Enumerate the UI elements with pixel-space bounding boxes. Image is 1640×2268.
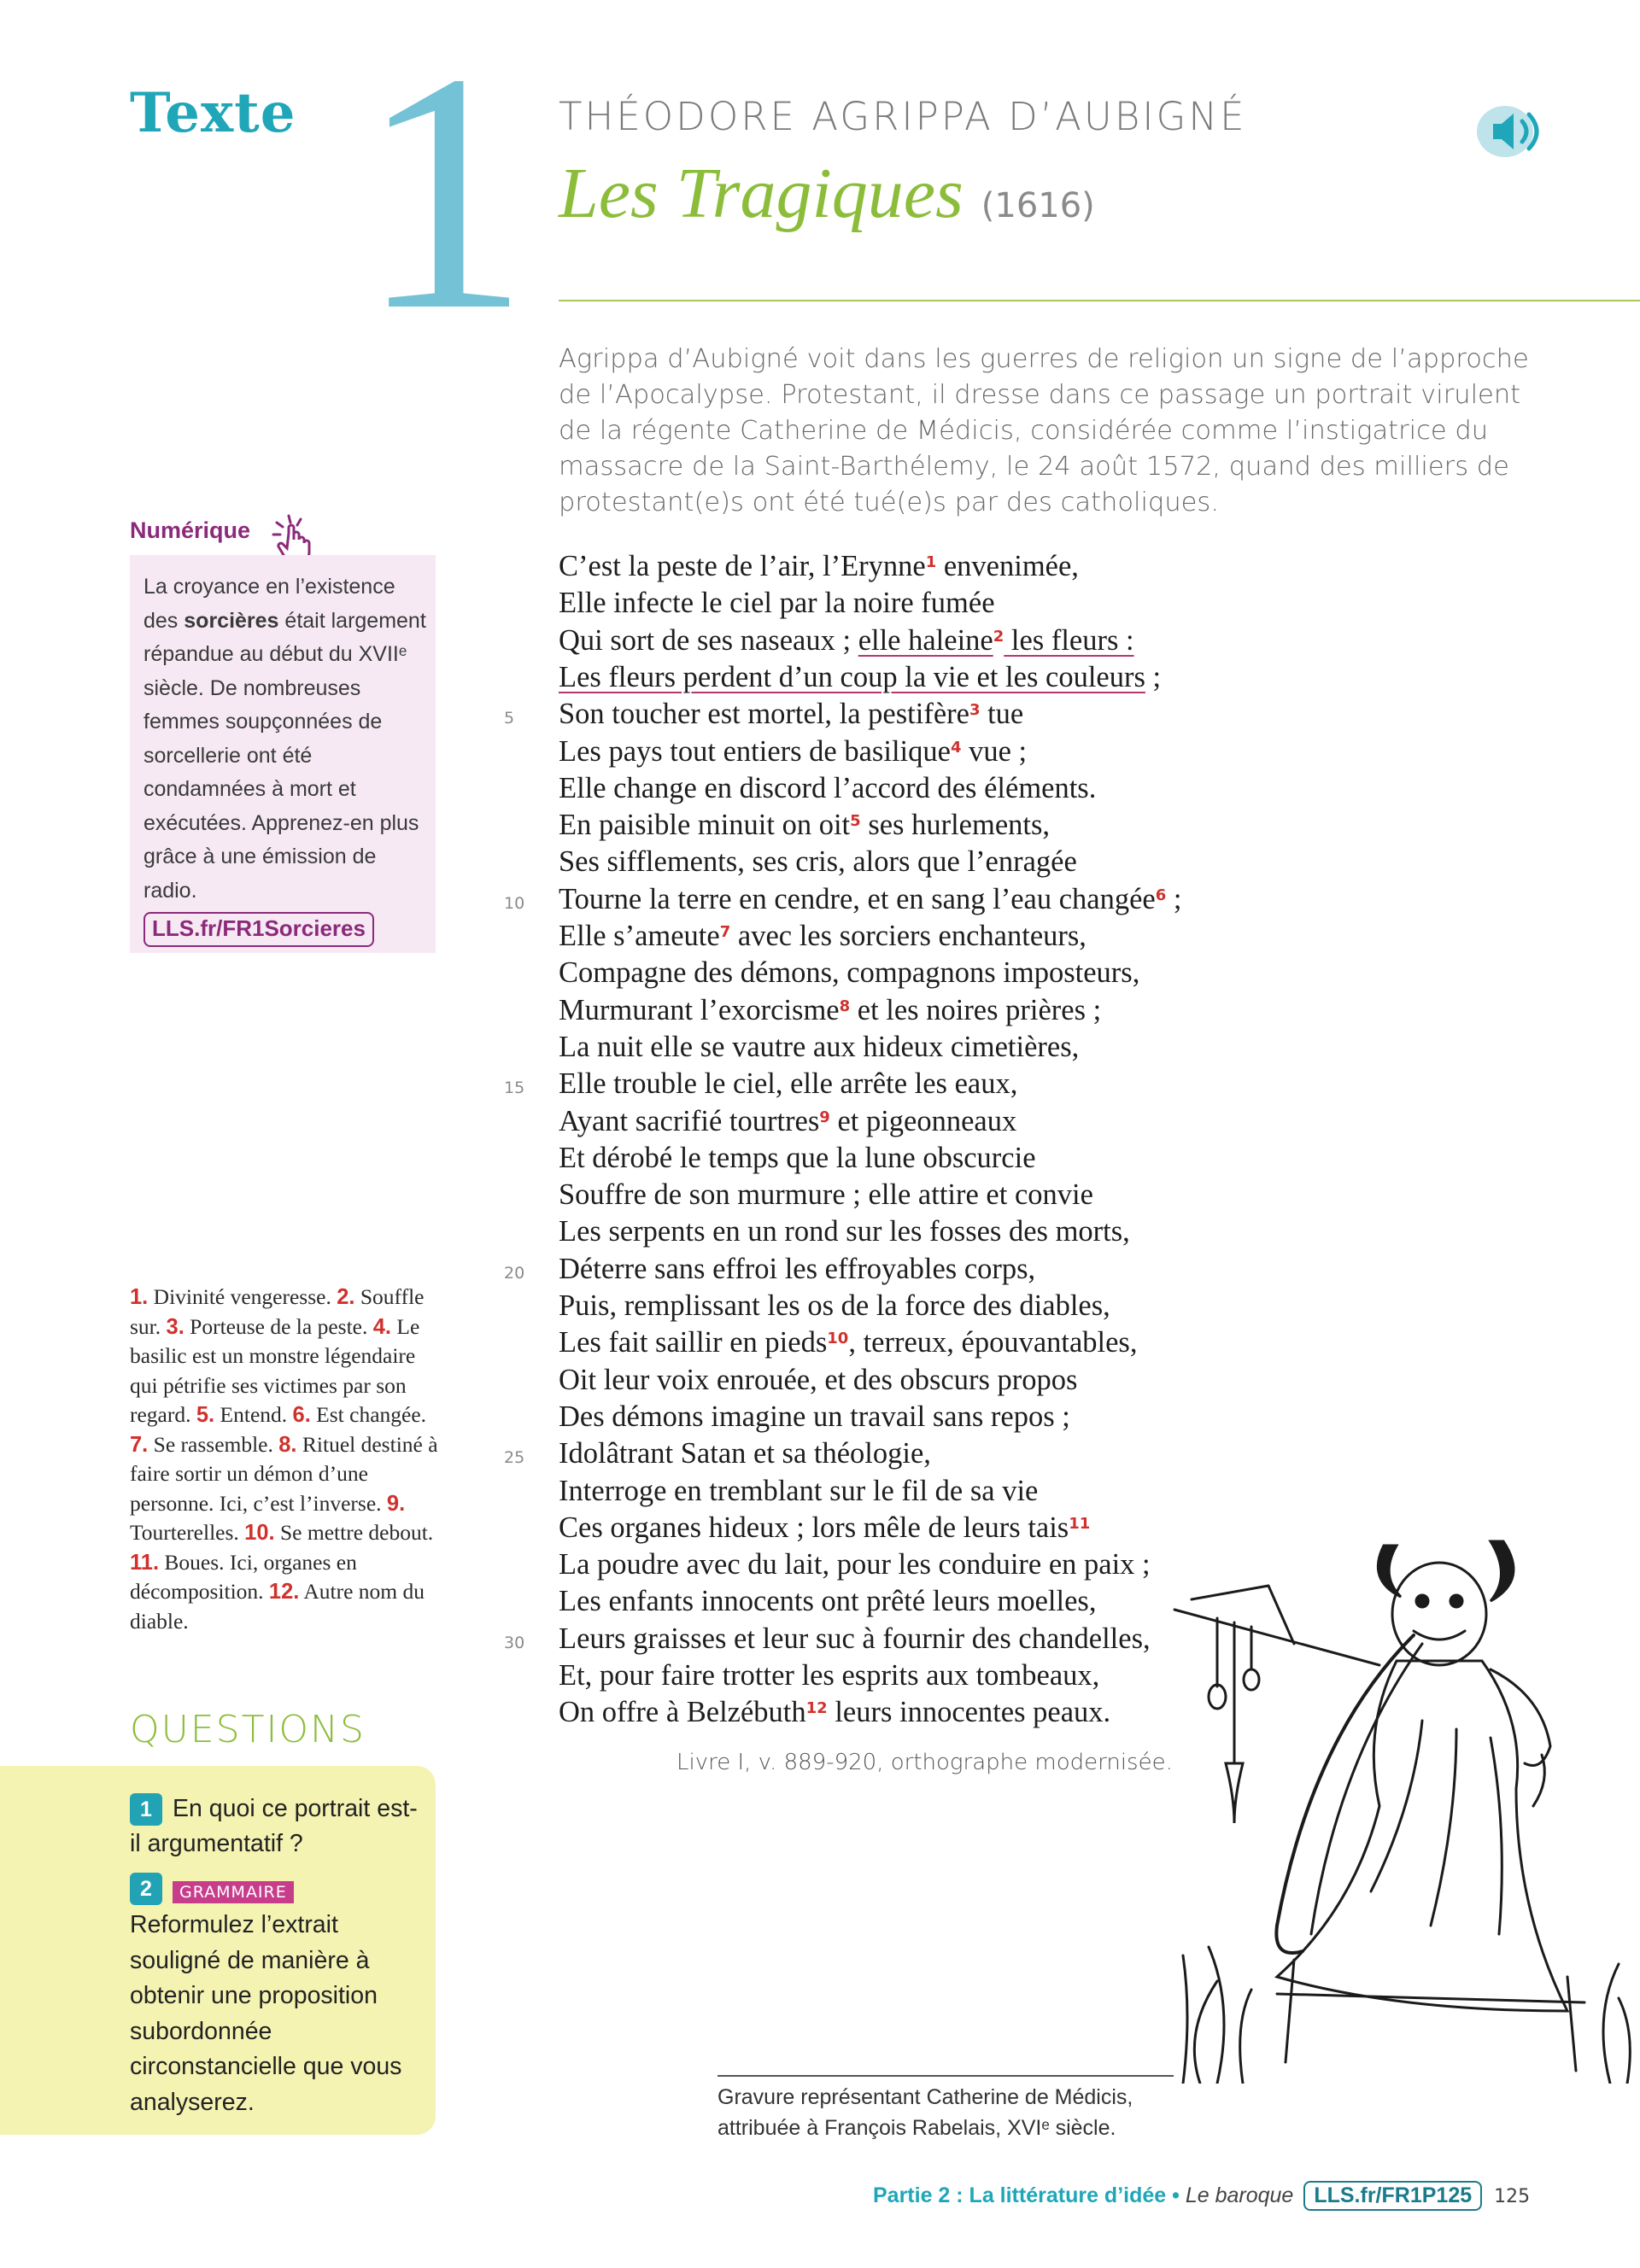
footnote-number: 11.	[130, 1550, 160, 1575]
verse-text: Leurs graisses et leur suc à fournir des chandelles,	[559, 1622, 1151, 1655]
work-title	[559, 152, 1095, 235]
footnote-number: 2.	[337, 1285, 355, 1309]
text-label: Texte	[130, 81, 296, 145]
verse-text: Compagne des démons, compagnons imposteurs,	[559, 956, 1140, 990]
footnote-number: 1.	[130, 1285, 149, 1309]
grammar-tag: GRAMMAIRE	[173, 1881, 294, 1903]
numerique-text-bold: sorcières	[184, 608, 279, 633]
verse-text: Les serpents en un rond sur les fosses des morts,	[559, 1215, 1130, 1248]
footnote-text: Divinité vengeresse.	[148, 1284, 337, 1309]
footnote-number: 10.	[244, 1521, 275, 1545]
verse-text: C’est la peste de l’air, l’Erynne	[559, 550, 926, 582]
footnote-number: 5.	[196, 1403, 215, 1427]
footnote-ref: 4	[950, 738, 962, 757]
verse-text: Ayant sacrifié tourtres	[559, 1104, 820, 1137]
verse-text: Puis, remplissant les os de la force des diables,	[559, 1289, 1110, 1322]
verse-text: On offre à Belzébuth	[559, 1696, 806, 1729]
question-1	[130, 1792, 420, 1862]
verse-text: et les noires prières ;	[850, 993, 1102, 1026]
poem-verse	[559, 697, 1023, 731]
poem-verse	[559, 845, 1077, 879]
verse-text: envenimée,	[936, 550, 1079, 582]
verse-text: Elle s’ameute	[559, 920, 720, 952]
question-1-number: 1	[130, 1793, 162, 1826]
footnotes	[130, 1283, 441, 1636]
poem-verse	[559, 660, 1161, 694]
question-2-text: Reformulez l’extrait souligné de manière à obtenir une proposition subordonnée circonstancielle que vous analyserez.	[130, 1911, 402, 2116]
poem-verse	[559, 1214, 1130, 1248]
poem-verse	[559, 734, 1027, 769]
intro-paragraph: Agrippa d’Aubigné voit dans les guerres de religion un signe de l’approche de l’Apocalypse. Protestant, il dresse dans ce passage un portrait virulent de la régente Catherine de Médicis, considérée comme l’instigatrice du massacre de la Saint-Barthélemy, le 24 août 1572, quand des milliers de protestant(e)s ont été tué(e)s par des catholiques.	[559, 344, 1529, 517]
verse-text: les fleurs :	[1004, 623, 1134, 657]
verse-text: Les fait saillir en pieds	[559, 1326, 828, 1359]
poem-verse	[559, 1584, 1096, 1618]
verse-text: Souffre de son murmure ; elle attire et convie	[559, 1178, 1093, 1212]
verse-text: Elle trouble le ciel, elle arrête les eaux,	[559, 1067, 1018, 1101]
verse-text: Tourne la terre en cendre, et en sang l’eau changée	[559, 882, 1156, 915]
poem-verse	[559, 919, 1086, 953]
verse-text: Oit leur voix enrouée, et des obscurs propos	[559, 1363, 1078, 1396]
footnote-text: Boues. Ici, organes en décomposition.	[130, 1549, 357, 1604]
footer-link[interactable]: LLS.fr/FR1P125	[1303, 2181, 1482, 2211]
numerique-heading: Numérique	[130, 517, 251, 543]
numerique-text	[144, 570, 434, 908]
verse-text: Déterre sans effroi les effroyables corps,	[559, 1252, 1036, 1285]
poem-verse	[559, 549, 1079, 583]
verse-text: Ces organes hideux ; lors mêle de leurs tais	[559, 1511, 1069, 1544]
footnote-number: 3.	[166, 1314, 184, 1339]
verse-text: ses hurlements,	[860, 809, 1051, 842]
title-text: Les Tragiques	[559, 154, 964, 233]
footnote-number: 9.	[386, 1491, 406, 1516]
poem-verse	[559, 1067, 1017, 1101]
question-2-number: 2	[130, 1873, 162, 1905]
verse-text: Elle change en discord l’accord des éléments.	[559, 771, 1097, 804]
footnote-text: Porteuse de la peste.	[184, 1313, 373, 1339]
footnote-text: Le basilic est un monstre légendaire qui pétrifie ses victimes par son regard.	[130, 1313, 420, 1427]
verse-text: avec les sorciers enchanteurs,	[730, 920, 1086, 952]
footnote-ref: 6	[1155, 886, 1167, 904]
footnote-text: Est changée.	[310, 1402, 427, 1427]
line-number: 25	[504, 1448, 525, 1468]
poem-verse	[559, 1141, 1036, 1175]
footnote-ref: 3	[969, 701, 981, 720]
footnote-number: 7.	[130, 1432, 149, 1457]
verse-text: Qui sort de ses naseaux ;	[559, 623, 858, 657]
verse-text: Et, pour faire trotter les esprits aux tombeaux,	[559, 1659, 1100, 1692]
poem-verse	[559, 956, 1139, 990]
question-2-header	[130, 1873, 294, 1905]
verse-text: Les enfants innocents ont prêté leurs moelles,	[559, 1585, 1097, 1618]
verse-text: Son toucher est mortel, la pestifère	[559, 698, 969, 731]
text-number: 1	[359, 3, 530, 381]
line-number: 15	[504, 1078, 525, 1098]
title-year: (1616)	[981, 186, 1095, 225]
verse-text: Ses sifflements, ses cris, alors que l’enragée	[559, 845, 1077, 879]
poem-verse	[559, 1400, 1070, 1434]
verse-text: ;	[1145, 660, 1162, 693]
verse-text: Murmurant l’exorcisme	[559, 993, 840, 1026]
footnote-text: Se rassemble.	[148, 1431, 279, 1457]
page-footer	[873, 2181, 1530, 2211]
verse-text: vue ;	[961, 734, 1028, 768]
poem-verse	[559, 882, 1181, 916]
question-1-text: En quoi ce portrait est-il argumentatif ?	[130, 1795, 418, 1857]
poem-verse	[559, 1252, 1035, 1286]
footer-separator: •	[1166, 2183, 1186, 2207]
author-name: THÉODORE AGRIPPA D’AUBIGNÉ	[559, 94, 1247, 139]
poem-verse	[559, 1178, 1093, 1212]
poem-verse	[559, 771, 1096, 805]
verse-text: tue	[980, 698, 1024, 731]
verse-text: En paisible minuit on oit	[559, 809, 851, 842]
verse-text: Les fleurs perdent d’un coup la vie et les couleurs	[559, 660, 1145, 693]
verse-text: et pigeonneaux	[829, 1104, 1017, 1137]
footnote-number: 12.	[268, 1580, 300, 1604]
footnote-text: Tourterelles.	[130, 1520, 245, 1545]
footnote-ref: 1	[925, 553, 937, 571]
line-number: 30	[504, 1633, 525, 1652]
footnote-ref: 8	[839, 997, 851, 1015]
line-number: 20	[504, 1263, 525, 1283]
footnote-text: Se mettre debout.	[274, 1520, 434, 1545]
footnote-ref: 10	[827, 1330, 849, 1348]
footnote-number: 4.	[372, 1314, 392, 1339]
speaker-icon	[1476, 101, 1549, 162]
poem-verse	[559, 993, 1101, 1027]
footnote-text: Rituel destiné à faire sortir un démon d’une personne. Ici, c’est l’inverse.	[130, 1431, 438, 1516]
header-divider	[559, 300, 1640, 301]
figure-caption: Gravure représentant Catherine de Médicis, attribuée à François Rabelais, XVIᵉ siècle.	[718, 2085, 1133, 2140]
poem-verse	[559, 1695, 1110, 1729]
footer-section: Le baroque	[1185, 2183, 1294, 2207]
questions-title: QUESTIONS	[130, 1708, 366, 1751]
line-number: 10	[504, 893, 525, 913]
verse-text: leurs innocentes peaux.	[827, 1696, 1111, 1729]
numerique-text-b: était largement répandue au début du XVIIᵉ siècle. De nombreuses femmes soupçonnées de sorcellerie ont été condamnées à mort et exécutées. Apprenez-en plus grâce à une émission de radio.	[144, 608, 426, 903]
audio-button[interactable]	[1476, 101, 1549, 162]
poem-verse	[559, 808, 1050, 842]
verse-text: Interroge en tremblant sur le fil de sa vie	[559, 1474, 1039, 1507]
footnote-ref: 7	[719, 923, 731, 941]
poem-verse	[559, 1474, 1038, 1508]
verse-text: elle haleine	[858, 623, 993, 657]
footnote-text: Autre nom du diable.	[130, 1579, 425, 1634]
poem-verse	[559, 1511, 1090, 1545]
pointing-hand-icon	[270, 511, 321, 562]
footer-part: Partie 2 : La littérature d’idée	[873, 2183, 1167, 2207]
verse-text: La poudre avec du lait, pour les conduire en paix ;	[559, 1548, 1151, 1581]
footnote-ref: 11	[1069, 1514, 1091, 1533]
page-number: 125	[1494, 2186, 1531, 2207]
verse-text: Elle infecte le ciel par la noire fumée	[559, 587, 995, 620]
poem-verse	[559, 1658, 1099, 1692]
verse-text: Et dérobé le temps que la lune obscurcie	[559, 1141, 1036, 1174]
footnote-ref: 5	[850, 812, 861, 831]
footnote-ref: 12	[805, 1699, 828, 1718]
engraving-illustration	[1166, 1516, 1640, 2084]
footnote-text: Souffle sur.	[130, 1284, 425, 1339]
footnote-number: 6.	[292, 1403, 311, 1427]
caption-divider	[718, 2075, 1174, 2077]
line-number: 5	[504, 709, 515, 728]
poem-verse	[559, 1104, 1016, 1138]
verse-text: Les pays tout entiers de basilique	[559, 734, 951, 768]
verse-text: ;	[1166, 882, 1182, 915]
footnote-ref: 2	[993, 627, 1004, 646]
poem-verse	[559, 1547, 1151, 1581]
poem-verse	[559, 1325, 1137, 1359]
verse-text: Des démons imagine un travail sans repos ;	[559, 1400, 1070, 1433]
poem-verse	[559, 1363, 1077, 1397]
poem-verse	[559, 1436, 931, 1470]
poem-verse	[559, 623, 1134, 658]
poem-source: Livre I, v. 889-920, orthographe modernisée.	[676, 1750, 1173, 1775]
footnote-ref: 9	[819, 1108, 830, 1126]
footnote-number: 8.	[278, 1432, 297, 1457]
poem-verse	[559, 1030, 1079, 1064]
verse-text: , terreux, épouvantables,	[848, 1326, 1138, 1359]
verse-text: Idolâtrant Satan et sa théologie,	[559, 1437, 931, 1470]
poem-verse	[559, 586, 995, 620]
poem-verse	[559, 1622, 1151, 1656]
footnote-text: Entend.	[214, 1402, 293, 1427]
numerique-link[interactable]: LLS.fr/FR1Sorcieres	[144, 912, 374, 947]
poem-verse	[559, 1289, 1110, 1323]
verse-text: La nuit elle se vautre aux hideux cimetières,	[559, 1030, 1080, 1063]
numerique-text-a: La croyance en l’existence des	[144, 575, 395, 633]
